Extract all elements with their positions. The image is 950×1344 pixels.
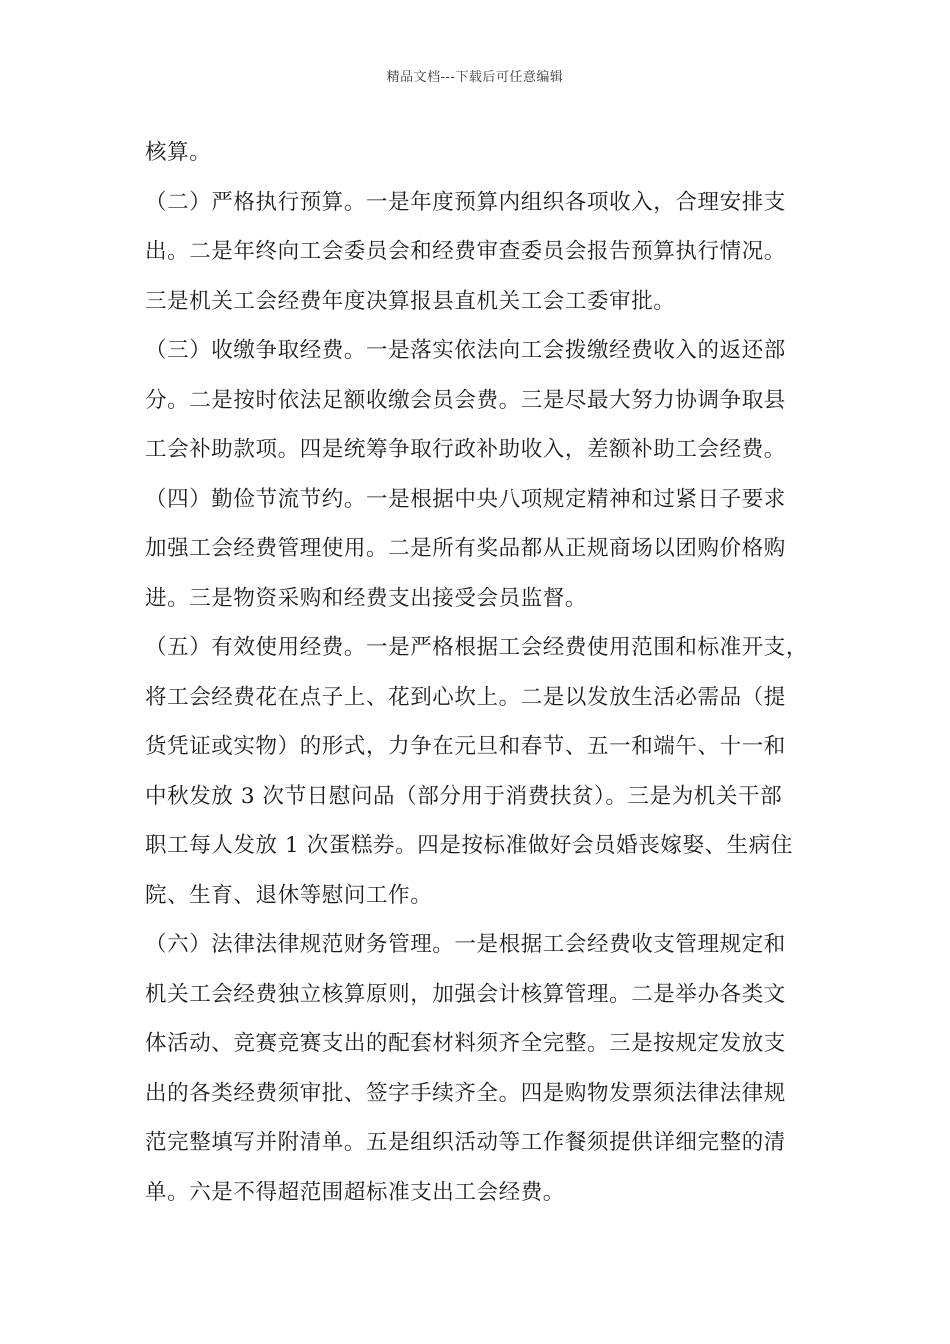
- text-line: 院、生育、退休等慰问工作。: [145, 882, 433, 908]
- text-line: 单。六是不得超范围超标准支出工会经费。: [145, 1179, 565, 1205]
- text-line: （六）法律法律规范财务管理。一是根据工会经费收支管理规定和: [145, 932, 786, 957]
- text-line: 将工会经费花在点子上、花到心坎上。二是以发放生活必需品（提: [145, 684, 786, 710]
- text-line: 体活动、竞赛竞赛支出的配套材料须齐全完整。三是按规定发放支: [145, 1031, 786, 1056]
- text-line: 机关工会经费独立核算原则，加强会计核算管理。二是举办各类文: [145, 981, 786, 1007]
- text-line: 工会补助款项。四是统筹争取行政补助收入，差额补助工会经费。: [145, 437, 786, 462]
- text-line: 进。三是物资采购和经费支出接受会员监督。: [145, 585, 588, 611]
- text-line: （三）收缴争取经费。一是落实依法向工会拨缴经费收入的返还部: [145, 338, 786, 363]
- text-line: 货凭证或实物）的形式，力争在元旦和春节、五一和端午、十一和: [145, 734, 786, 759]
- text-line: 加强工会经费管理使用。二是所有奖品都从正规商场以团购价格购: [145, 536, 786, 561]
- text-line: 三是机关工会经费年度决算报县直机关工会工委审批。: [145, 288, 676, 314]
- text-line: 中秋发放 3 次节日慰问品（部分用于消费扶贫）。三是为机关干部: [145, 783, 783, 809]
- text-line: （四）勤俭节流节约。一是根据中央八项规定精神和过紧日子要求: [145, 486, 786, 512]
- text-line: 分。二是按时依法足额收缴会员会费。三是尽最大努力协调争取县: [145, 387, 786, 413]
- text-line: 核算。: [145, 140, 212, 165]
- text-line: 职工每人发放 1 次蛋糕券。四是按标准做好会员婚丧嫁娶、生病住: [145, 833, 793, 858]
- text-line: 范完整填写并附清单。五是组织活动等工作餐须提供详细完整的清: [145, 1130, 786, 1155]
- text-line: 出。二是年终向工会委员会和经费审查委员会报告预算执行情况。: [145, 239, 786, 264]
- text-line: 出的各类经费须审批、签字手续齐全。四是购物发票须法律法律规: [145, 1080, 786, 1106]
- text-line: （二）严格执行预算。一是年度预算内组织各项收入，合理安排支: [145, 189, 786, 215]
- text-line: （五）有效使用经费。一是严格根据工会经费使用范围和标准开支，: [145, 635, 809, 660]
- document-body: [145, 128, 810, 1217]
- page-header: 精品文档---下载后可任意编辑: [386, 70, 564, 85]
